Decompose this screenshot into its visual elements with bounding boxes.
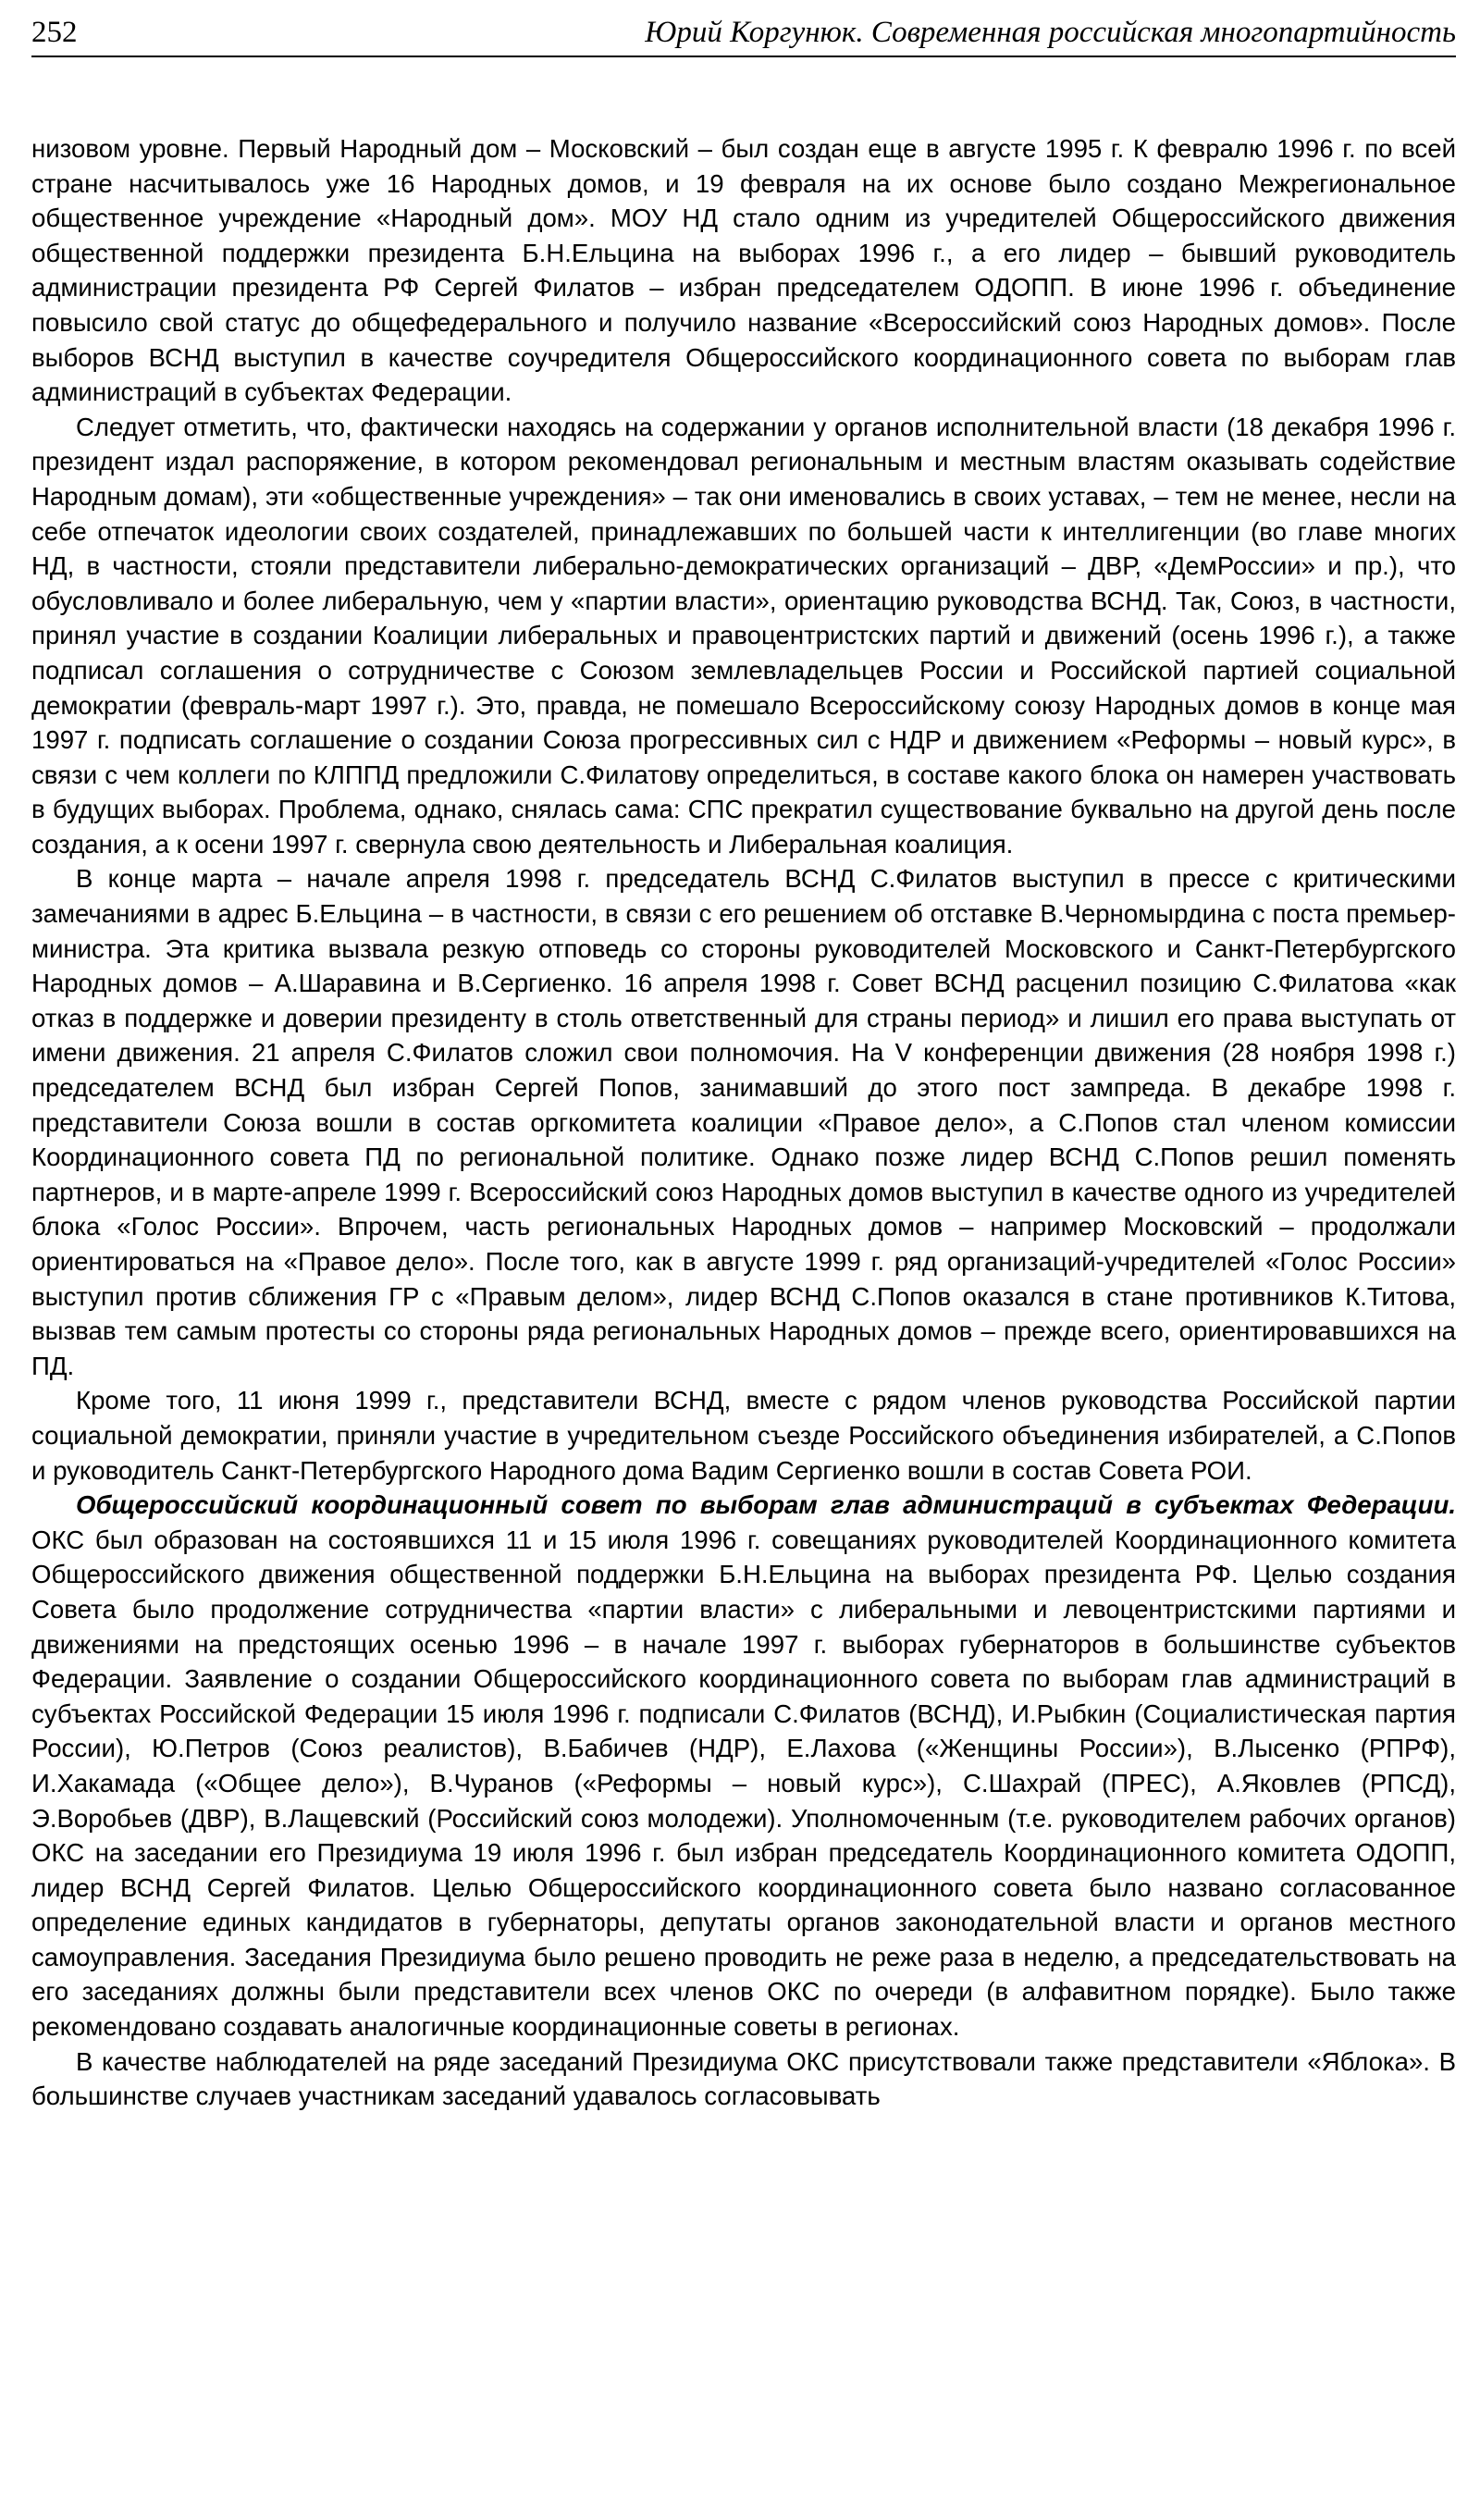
- paragraph-text: В качестве наблюдателей на ряде заседаний Президиума ОКС присутствовали также представители «Яблока». В большинстве случаев участникам заседаний удавалось согласовывать: [31, 2046, 1456, 2111]
- paragraph-lead: Общероссийский координационный совет по выборам глав администраций в субъектах Федерации.: [76, 1490, 1456, 1520]
- paragraph-text: ОКС был образован на состоявшихся 11 и 15 июля 1996 г. совещаниях руководителей Координационного комитета Общероссийского движения общественной поддержки Б.Н.Ельцина на выборах президента РФ. Целью создания Совета было продолжение сотрудничества «партии власти» с либеральными и левоцентристскими партиями и движениями на предстоящих осенью 1996 – в начале 1997 г. выборах губернаторов в большинстве субъектов Федерации. Заявление о создании Общероссийского координационного совета по выборам глав администраций в субъектах Российской Федерации 15 июля 1996 г. подписали С.Филатов (ВСНД), И.Рыбкин (Социалистическая партия России), Ю.Петров (Союз реалистов), В.Бабичев (НДР), Е.Лахова («Женщины России»), В.Лысенко (РПРФ), И.Хакамада («Общее дело»), В.Чуранов («Реформы – новый курс»), С.Шахрай (ПРЕС), А.Яковлев (РПСД), Э.Воробьев (ДВР), В.Лащевский (Российский союз молодежи). Уполномоченным (т.е. руководителем рабочих органов) ОКС на заседании его Президиума 19 июля 1996 г. был избран председатель Координационного комитета ОДОПП, лидер ВСНД Сергей Филатов. Целью Общероссийского координационного совета было названо согласованное определение единых кандидатов в губернаторы, депутаты органов законодательной власти и органов местного самоуправления. Заседания Президиума было решено проводить не реже раза в неделю, а председательствовать на его заседаниях должны были представители всех членов ОКС по очереди (в алфавитном порядке). Было также рекомендовано создавать аналогичные координационные советы в регионах.: [31, 1525, 1456, 2042]
- page-number: 252: [31, 16, 78, 49]
- paragraph-text: Следует отметить, что, фактически находясь на содержании у органов исполнительной власти (18 декабря 1996 г. президент издал распоряжение, в котором рекомендовал региональным и местным властям оказывать содействие Народным домам), эти «общественные учреждения» – так они именовались в своих уставах, – тем не менее, несли на себе отпечаток идеологии своих создателей, принадлежавших по большей части к интеллигенции (во главе многих НД, в частности, стояли представители либерально-демократических организаций – ДВР, «ДемРоссии» и пр.), что обусловливало и более либеральную, чем у «партии власти», ориентацию руководства ВСНД. Так, Союз, в частности, принял участие в создании Коалиции либеральных и правоцентристских партий и движений (осень 1996 г.), а также подписал соглашения о сотрудничестве с Союзом землевладельцев России и Российской партией социальной демократии (февраль-март 1997 г.). Это, правда, не помешало Всероссийскому союзу Народных домов в конце мая 1997 г. подписать соглашение о создании Союза прогрессивных сил с НДР и движением «Реформы – новый курс», в связи с чем коллеги по КЛППД предложили С.Филатову определиться, в составе какого блока он намерен участвовать в будущих выборах. Проблема, однако, снялась сама: СПС прекратил существование буквально на другой день после создания, а к осени 1997 г. свернула свою деятельность и Либеральная коалиция.: [31, 412, 1456, 859]
- paragraph: [31, 131, 1456, 410]
- paragraph-text: В конце марта – начале апреля 1998 г. председатель ВСНД С.Филатов выступил в прессе с критическими замечаниями в адрес Б.Ельцина – в частности, в связи с его решением об отставке В.Черномырдина с поста премьер-министра. Эта критика вызвала резкую отповедь со стороны руководителей Московского и Санкт-Петербургского Народных домов – А.Шаравина и В.Сергиенко. 16 апреля 1998 г. Совет ВСНД расценил позицию С.Филатова «как отказ в поддержке и доверии президенту в столь ответственный для страны период» и лишил его права выступать от имени движения. 21 апреля С.Филатов сложил свои полномочия. На V конференции движения (28 ноября 1998 г.) председателем ВСНД был избран Сергей Попов, занимавший до этого пост зампреда. В декабре 1998 г. представители Союза вошли в состав оргкомитета коалиции «Правое дело», а С.Попов стал членом комиссии Координационного совета ПД по региональной политике. Однако позже лидер ВСНД С.Попов решил поменять партнеров, и в марте-апреле 1999 г. Всероссийский союз Народных домов выступил в качестве одного из учредителей блока «Голос России». Впрочем, часть региональных Народных домов – например Московский – продолжали ориентироваться на «Правое дело». После того, как в августе 1999 г. ряд организаций-учредителей «Голос России» выступил против сближения ГР с «Правым делом», лидер ВСНД С.Попов оказался в стане противников К.Титова, вызвав тем самым протесты со стороны ряда региональных Народных домов – прежде всего, ориентировавшихся на ПД.: [31, 864, 1456, 1380]
- paragraph: [31, 861, 1456, 1383]
- paragraph-text: Кроме того, 11 июня 1999 г., представители ВСНД, вместе с рядом членов руководства Российской партии социальной демократии, приняли участие в учредительном съезде Российского объединения избирателей, а С.Попов и руководитель Санкт-Петербургского Народного дома Вадим Сергиенко вошли в состав Совета РОИ.: [31, 1386, 1456, 1485]
- running-header: [31, 13, 1456, 57]
- running-title: Юрий Коргунюк. Современная российская многопартийность: [645, 16, 1456, 49]
- paragraph: [31, 1383, 1456, 1488]
- paragraph: [31, 1488, 1456, 2044]
- paragraph: [31, 410, 1456, 862]
- paragraph-text: низовом уровне. Первый Народный дом – Московский – был создан еще в августе 1995 г. К февралю 1996 г. по всей стране насчитывалось уже 16 Народных домов, и 19 февраля на их основе было создано Межрегиональное общественное учреждение «Народный дом». МОУ НД стало одним из учредителей Общероссийского движения общественной поддержки президента Б.Н.Ельцина на выборах 1996 г., а его лидер – бывший руководитель администрации президента РФ Сергей Филатов – избран председателем ОДОПП. В июне 1996 г. объединение повысило свой статус до общефедерального и получило название «Всероссийский союз Народных домов». После выборов ВСНД выступил в качестве соучредителя Общероссийского координационного совета по выборам глав администраций в субъектах Федерации.: [31, 134, 1456, 407]
- body-text: [31, 131, 1456, 2114]
- book-page: [31, 0, 1456, 2520]
- paragraph: [31, 2044, 1456, 2114]
